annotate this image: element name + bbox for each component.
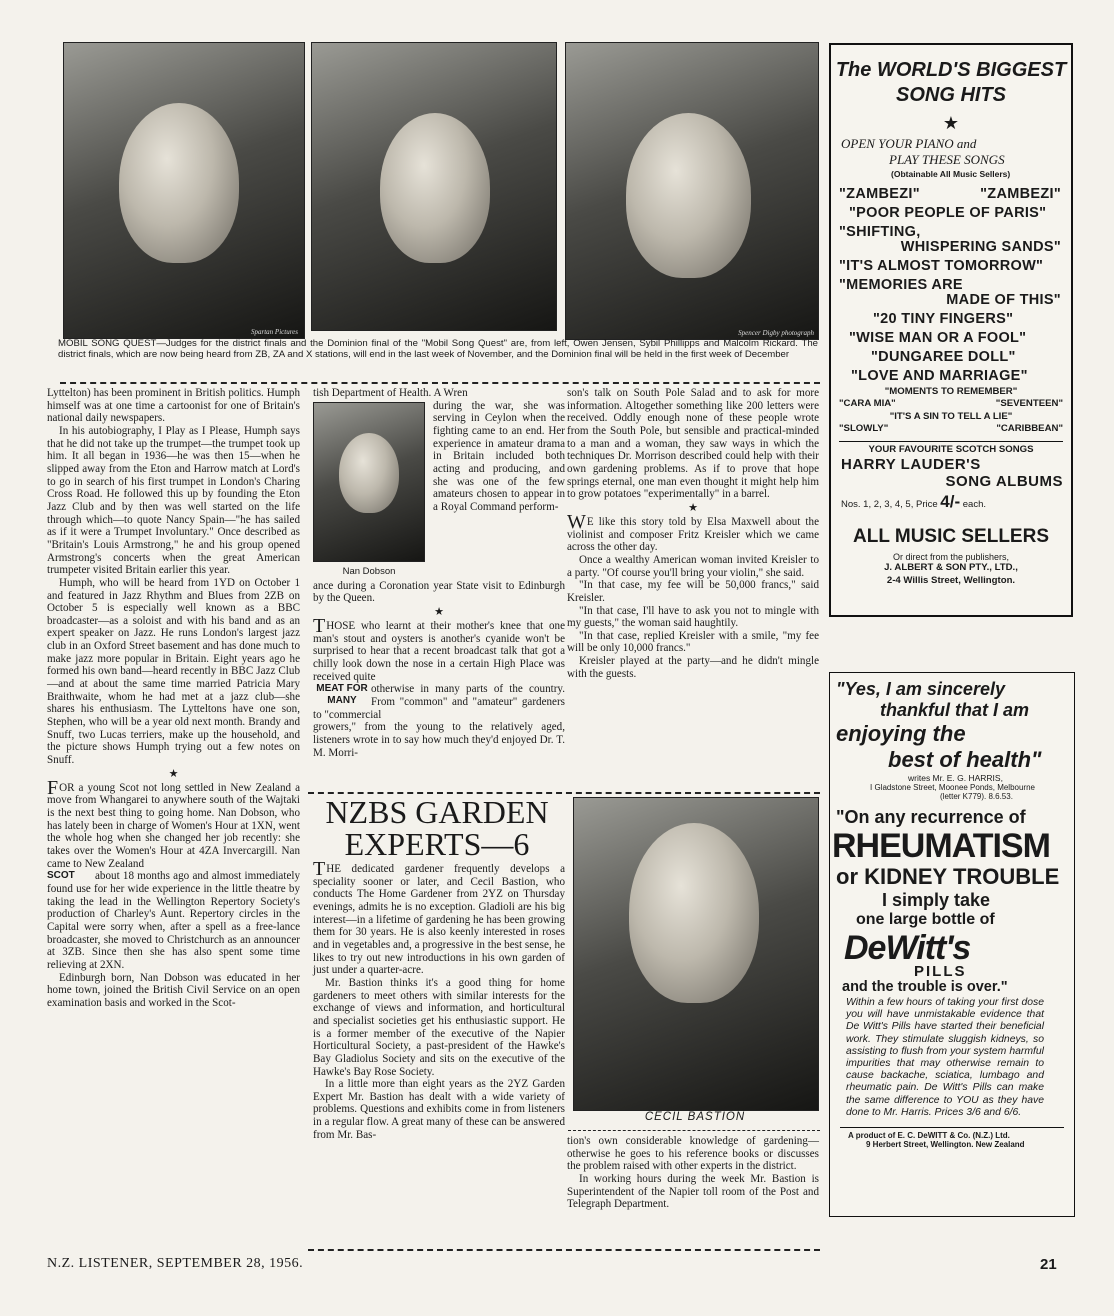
star-icon: ★ [942,113,960,133]
garden-paragraph-1 [313,858,565,977]
song-list-row [839,423,1063,436]
photo-credit-spencer-digby: Spencer Digby photograph [738,329,814,337]
meat-wrap-text: otherwise in many parts of the country. From "common" and "amateur" gardeners to "commercial [313,683,565,721]
ad-trouble-over: and the trouble is over." [842,979,1008,995]
portrait-face [380,113,490,263]
song-shifting: "SHIFTING, [839,223,921,240]
photo-caption: MOBIL SONG QUEST—Judges for the district finals and the Dominion final of the "Mobil Song Quest" are, from left, Owen Jensen, Sybil Phillipps and Malcolm Rickard. The district finals, which are now being heard from ZB, ZA and X stations, will end in the last week of November, and the Dominion final will be held in the first week of December [58,338,818,361]
star-divider: ★ [168,767,179,780]
star-divider: ★ [434,605,444,618]
ad-publisher-address: 2-4 Willis Street, Wellington. [886,574,1016,586]
humph-paragraph-3: Humph, who will be heard from 1YD on October 1 and featured in Jazz Rhythm and Blues from 2ZB on October 5 is especially well known as a BBC broadcaster—as a soloist and with his band and as an expert speaker on Jazz. He runs London's largest jazz club in an Oxford Street basement and has done much to make jazz more popular in Britain. Eight years ago he formed his own band—heard recently in BBC Jazz Club—and at about the same time married Patricia Mary Braithwaite, whom he had met at a jazz club—she shares his enthusiasm. The Lytteltons have one son, Stephen, who will be a year old next month. Brandy and Snuff, two Lucas terriers, make up the household, and the picture shows Humph trying out a few notes on Snuff. [47,576,300,767]
ad-simply-take: I simply take [882,890,991,910]
divider [60,382,820,384]
ad-title-line-2: SONG HITS [895,84,1006,106]
ad-rheumatism: RHEUMATISM [832,827,1050,865]
ad-each: each. [962,499,987,510]
humph-paragraph-1: Lyttelton) has been prominent in British politics. Humph himself was at one time a cartoonist for one of Britain's national daily newspapers. [47,387,300,425]
divider [568,1130,820,1131]
nan-dobson-figure [313,402,425,580]
nan-dobson-paragraph: Edinburgh born, Nan Dobson was educated in her home town, joined the British Civil Service on an open examination basis and worked in the Scot- [47,971,300,1009]
kreisler-paragraph-3: "In that case, my fee will be 50,000 francs," said Kreisler. [567,579,819,604]
portrait-face [629,823,759,1003]
kreisler-paragraph-5: "In that case, replied Kreisler with a smile, "my fee will be only 10,000 francs." [567,629,819,655]
song-made-of-this: MADE OF THIS" [946,291,1061,308]
photo-cecil-bastion [573,797,819,1111]
article-column-2 [313,387,565,759]
photo-credit-spartan: Spartan Pictures [251,328,298,336]
garden-paragraph-2: Mr. Bastion thinks it's a good thing for home gardeners to meet others with similar interests for the exchange of views and information, and horticultural and specialist societies get his enthusiastic support. He is a former member of the executive of the Napier Horticultural Society, a past-president of the Hawke's Bay Gladiolus Society and sits on the executive of the Hawke's Bay Rose Society. [313,976,565,1078]
song-memories-are: "MEMORIES ARE [839,276,963,293]
garden-paragraph-3: In a little more than eight years as the 2YZ Garden Expert Mr. Bastion has dealt with a wide variety of problems. Questions and exhibits come in from listeners in a regular flow. A great many of these can be answered from Mr. Bas- [313,1078,565,1141]
drop-cap: T [313,614,326,637]
ad-herbert-street: 9 Herbert Street, Wellington. New Zealand [866,1140,1025,1150]
garden-column-right [567,1135,819,1211]
ad-quote-line-2: thankful that I am [880,700,1030,720]
ad-open-piano: OPEN YOUR PIANO and [841,136,977,151]
ad-play-songs: PLAY THESE SONGS [889,152,1005,167]
ad-nos: Nos. 1, 2, 3, 4, 5, Price [841,499,938,510]
kreisler-paragraph-2: Once a wealthy American woman invited Kreisler to a party. "Of course you'll bring your violin," she said. [567,553,819,579]
ad-price-line [841,492,1071,512]
side-label-meat-for-many: MEAT FOR MANY [316,683,368,707]
ad-quote-line-4: best of health" [888,747,1042,772]
drop-cap: W [567,510,586,533]
photo-nan-dobson [313,402,425,562]
kreisler-paragraph-6: Kreisler played at the party—and he didn't mingle with the guests. [567,655,819,680]
ad-obtainable: (Obtainable All Music Sellers) [891,169,1011,179]
ad-address-line-1: I Gladstone Street, Moonee Ponds, Melbourne [870,783,1035,792]
garden-column-left [313,858,565,1141]
nan-dobson-caption: Nan Dobson [342,565,396,577]
footer-publication: N.Z. LISTENER, SEPTEMBER 28, 1956. [47,1256,304,1271]
article-column-1 [47,387,300,1010]
nan-paragraph-top: tish Department of Health. A Wren [313,387,468,399]
garden-paragraph-5: In working hours during the week Mr. Bastion is Superintendent of the Napier toll room of the Post and Telegraph Department. [567,1172,819,1211]
meat-paragraph-lead [313,614,565,683]
song-cara-mia: "CARA MIA" [839,398,896,409]
song-seventeen: "SEVENTEEN" [995,398,1063,409]
ad-dewitts-pills [829,672,1075,1217]
song-almost-tomorrow: "IT'S ALMOST TOMORROW" [839,257,1044,274]
humph-paragraph-2: In his autobiography, I Play as I Please, Humph says that he did not take up the trumpet—the trumpet took up him. It all began in 1936—he was then 15—when he slipped away from the Eton and Harrow match at Lord's to go in search of his first trumpet in London's Charing Cross Road. He followed this up by founding the Eton Jazz Club and by then was well started on the life through which—to quote Nancy Spain—"he has sailed as if it were a Trumpet Involuntary." Once described as "Britain's Louis Armstrong," he and his group opened Armstrong's concerts when the great American trumpeter visited Britain earlier this year. [47,424,300,577]
ad-address-line-2: (letter K779). 8.6.53. [940,792,1013,801]
divider [840,1127,1064,1128]
garden-paragraph-4: tion's own considerable knowledge of gardening—otherwise he goes to his reference books or discusses the problem raised with other experts in the district. [567,1135,819,1173]
song-list-row [839,185,1071,204]
divider [308,1249,820,1251]
meat-paragraph-wrap [313,683,565,721]
ad-publisher: J. ALBERT & SON PTY., LTD., [884,562,1018,573]
meat-lead-text: HOSE who learnt at their mother's knee that one man's stout and oysters is another's cyanide won't be surprised to hear that a recent broadcast talk that got a chilly look down the nose in a certain High Place was received quite [313,619,565,683]
ad-one-large-bottle: one large bottle of [856,911,995,928]
photo-owen-jensen [63,42,305,339]
ad-scotch-songs: YOUR FAVOURITE SCOTCH SONGS [868,443,1034,455]
side-label-scot: SCOT [47,870,75,882]
scot-lead-text: OR a young Scot not long settled in New Zealand a move from Whangarei to anywhere south of the Wajtaki is the next best thing to going home. Nan Dobson, who has lately been in charge of Women's Hour at 1XN, went the whole hog when she changed her job recently: she takes over the Women's Hour at 4ZA Invercargill. Nan came to New Zealand [47,781,300,870]
song-love-and-marriage: "LOVE AND MARRIAGE" [851,367,1028,384]
ad-world-biggest-song-hits [829,43,1073,617]
song-poor-people-of-paris: "POOR PEOPLE OF PARIS" [849,204,1047,221]
song-zambezi-2: "ZAMBEZI" [980,185,1061,202]
portrait-face [119,103,239,263]
scot-paragraph [47,776,300,871]
kreisler-lead-text: E like this story told by Elsa Maxwell about the violinist and composer Fritz Kreisler which we came across the other day. [567,515,819,554]
scot-rest-text: about 18 months ago and almost immediately found use for her wide experience in the little theatre by taking the lead in the Wellington Repertory Society's production of Charley's Aunt. Repertory circles in the Capital were sorry when, after a spell as a free-lance broadcaster, she moved to Christchurch as an announcer at 3ZB. Since then she has also spent some time relieving at 2XN. [47,870,300,971]
ad-writes: writes Mr. E. G. HARRIS, [908,773,1003,783]
song-list-row [839,398,1063,411]
garden-heading [310,796,564,860]
ad-kidney-trouble: or KIDNEY TROUBLE [836,864,1060,889]
ad-on-any-recurrence: "On any recurrence of [836,807,1026,827]
photo-malcolm-rickard [565,42,819,340]
song-caribbean: "CARIBBEAN" [996,423,1063,434]
morrison-paragraph: son's talk on South Pole Salad and to ask for more information. Altogether something like 200 letters were received. Oddly enough none of these people wrote from the South Pole, but sensible and practical-minded to a man and a woman, they saw ways in which the techniques Dr. Morrison described could help with their own gardening problems. As if to prove that hope springs eternal, one man even thought it might help him to grow potatoes "experimentally" in a barrel. [567,387,819,501]
ad-direct: Or direct from the publishers, [892,552,1010,562]
kreisler-paragraph-1 [567,510,819,554]
ad-all-music-sellers: ALL MUSIC SELLERS [853,526,1049,547]
meat-paragraph-end: growers," from the young to the relatively aged, listeners wrote in to say how much they'd enjoyed Dr. T. M. Morri- [313,721,565,759]
ad-harry-lauder: HARRY LAUDER'S [841,456,981,473]
drop-cap: T [313,858,326,880]
song-slowly: "SLOWLY" [839,423,889,434]
ad-brand-pills: PILLS [914,963,967,980]
cecil-bastion-caption: CECIL BASTION [644,1111,746,1123]
divider [839,441,1063,442]
song-whispering-sands: WHISPERING SANDS" [900,238,1061,255]
kreisler-paragraph-4: "In that case, I'll have to ask you not to mingle with my guests," the woman said haughtily. [567,604,819,630]
ad-quote-line-1: "Yes, I am sincerely [836,679,1005,699]
ad-brand-badge [840,931,1040,979]
nan-paragraph-end: ance during a Coronation year State visit to Edinburgh by the Queen. [313,579,565,605]
ad-title-line-1: The WORLD'S BIGGEST [835,59,1067,81]
portrait-face [626,113,751,278]
ad-quote-line-3: enjoying the [836,721,966,746]
garden-heading-line-2: EXPERTS—6 [344,826,530,862]
ad-song-albums: SONG ALBUMS [945,473,1063,490]
ad-product-of: A product of E. C. DeWITT & Co. (N.Z.) Ltd. [848,1131,1010,1141]
nan-paragraph-wrap: during the war, she was serving in Ceylon when the fighting came to an end. Her experience in amateur drama in Britain included both acting and producing, and she was one of the few amateurs chosen to appear in a Royal Command perform- [433,399,565,513]
song-sin-to-tell-a-lie: "IT'S A SIN TO TELL A LIE" [889,410,1013,422]
garden-lead-text: HE dedicated gardener frequently develops a speciality sooner or later, and Cecil Bastion, who conducts The Home Gardener from 2YZ on Thursday evenings, admits he is no exception. Gladioli are his big interest—in a lifetime of gardening he has been growing them for 30 years. He is also keenly interested in roses and in vegetables and, a progressive in the best sense, he likes to try out new introductions in his own garden of just under a quarter-acre. [313,863,565,977]
page-number: 21 [1040,1256,1057,1273]
ad-body-text: Within a few hours of taking your first dose you will have unmistakable evidence that De Witt's Pills have started their beneficial work. They stimulate sluggish kidneys, so assisting to flush from your system harmful impurities that may otherwise remain to cause backache, sciatica, lumbago and rheumatic pain. De Witt's Pills can make the same difference to YOU as they have done to Mr. Harris. Prices 3/6 and 6/6. [846,997,1044,1118]
article-column-3 [567,387,819,680]
garden-heading-line-1: NZBS GARDEN [325,794,549,830]
drop-cap: F [47,776,59,799]
ad-price: 4/- [940,492,961,511]
song-wise-man: "WISE MAN OR A FOOL" [849,329,1027,346]
portrait-face [339,433,399,513]
song-moments-to-remember: "MOMENTS TO REMEMBER" [884,385,1018,397]
ad-brand-dewitts: DeWitt's [844,929,971,967]
photo-sybil-phillipps [311,42,557,331]
song-zambezi: "ZAMBEZI" [839,185,920,202]
song-dungaree-doll: "DUNGAREE DOLL" [871,348,1016,365]
star-divider: ★ [688,501,698,514]
song-tiny-fingers: "20 TINY FINGERS" [873,310,1014,327]
scot-continued [47,870,300,971]
